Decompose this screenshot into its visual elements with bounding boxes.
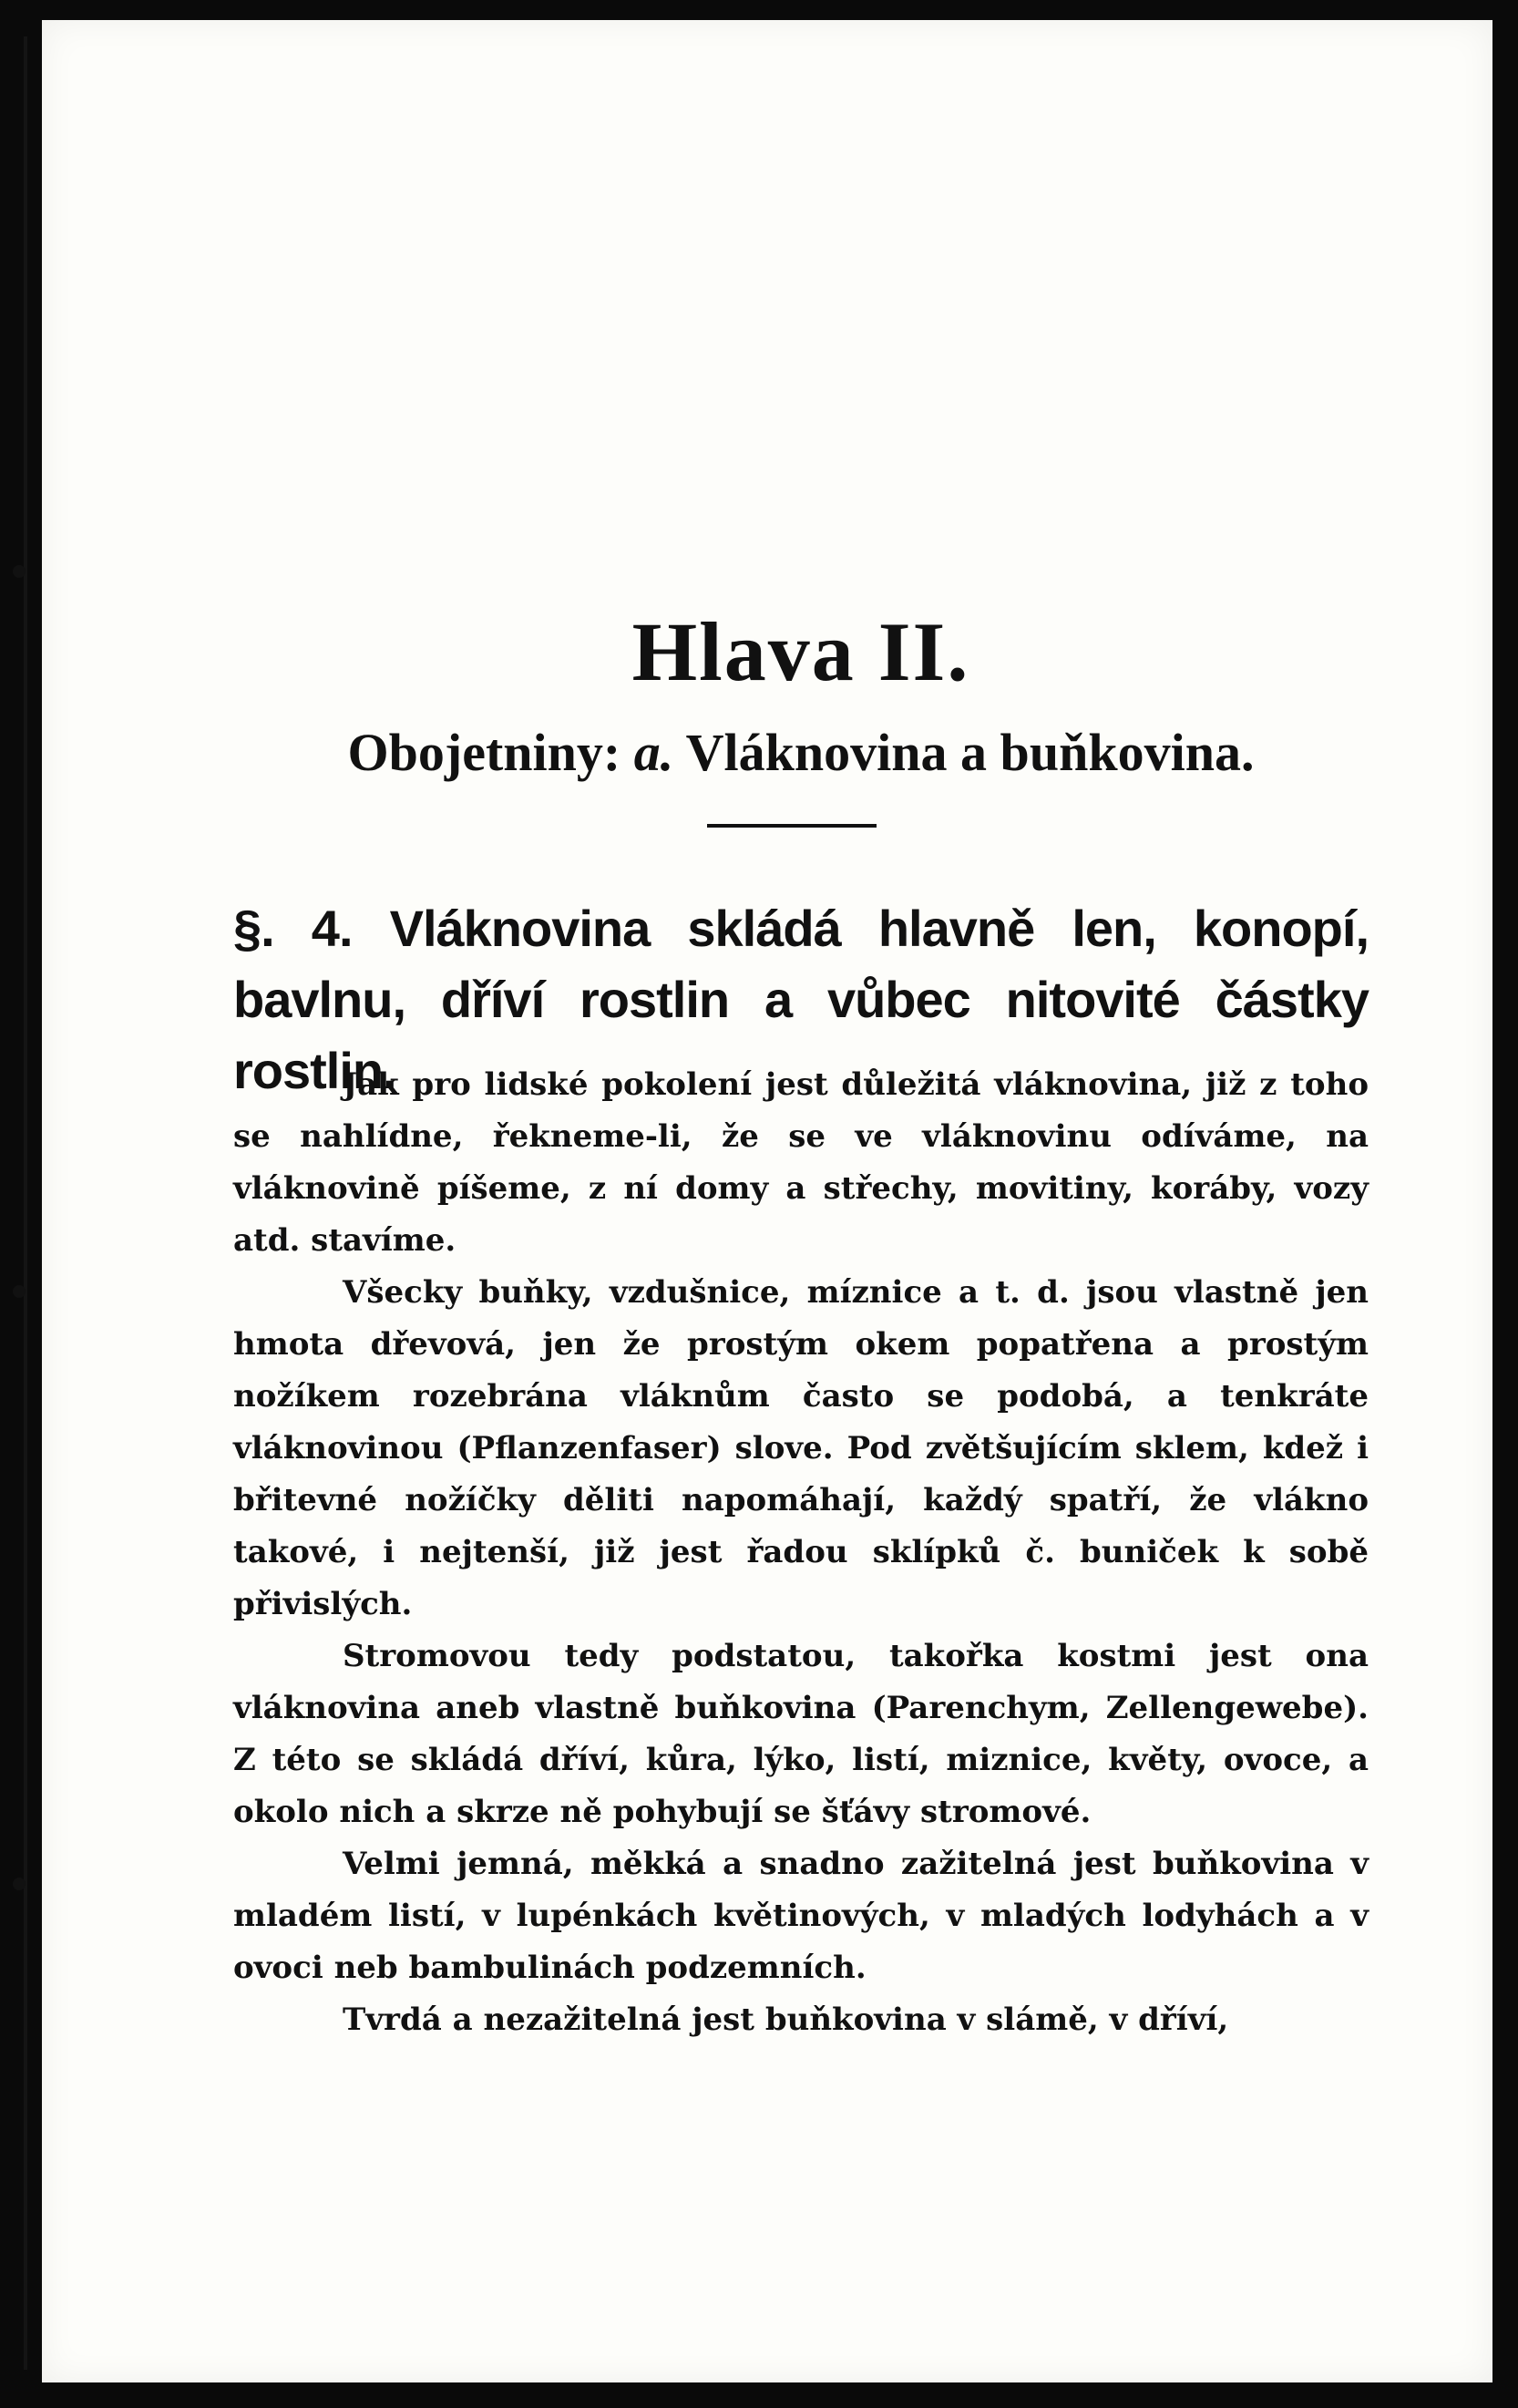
paragraph: Stromovou tedy podstatou, takořka kostmi jest ona vláknovina aneb vlastně buňkovina (Parenchym, Zellengewebe). Z této se skládá dříví, kůra, lýko, listí, miznice, květy, ovoce, a okolo nich a skrze ně pohybují se šťávy stromové. (233, 1638, 1369, 1830)
binding-mark (13, 565, 26, 578)
binding-mark (13, 1878, 26, 1890)
paragraph: Jak pro lidské pokolení jest důležitá vláknovina, již z toho se nahlídne, řekneme-li, že se ve vláknovinu odíváme, na vláknovině píšeme, z ní domy a střechy, movitiny, koráby, vozy atd. stavíme. (233, 1066, 1369, 1259)
paragraph: Všecky buňky, vzdušnice, míznice a t. d. jsou vlastně jen hmota dřevová, jen že prostým okem popatřena a prostým nožíkem rozebrána vláknům často se podobá, a tenkráte vláknovinou (Pflanzenfaser) slove. Pod zvětšujícím sklem, kdež i břitevné nožíčky děliti napomáhají, každý spatří, že vlákno takové, i nejtenší, již jest řadou sklípků č. buniček k sobě přivislých. (233, 1274, 1369, 1622)
subtitle-letter: a. (633, 723, 674, 782)
binding-mark (13, 1285, 26, 1298)
chapter-heading: Hlava II. (631, 605, 970, 698)
paper-sheet (42, 20, 1492, 2382)
subtitle-rest: Vláknovina a buňkovina. (685, 723, 1255, 782)
divider-rule (707, 824, 877, 828)
body-text (233, 1059, 1369, 2046)
paragraph: Velmi jemná, měkká a snadno zažitelná jest buňkovina v mladém listí, v lupénkách květinových, v mladých lodyhách a v ovoci neb bambulinách podzemních. (233, 1846, 1369, 1986)
paragraph: Tvrdá a nezažitelná jest buňkovina v slámě, v dříví, (343, 2002, 1229, 2038)
binding-edge (24, 36, 27, 2370)
subtitle-prefix: Obojetniny: (347, 723, 621, 782)
section-heading: §. 4. Vláknovina skládá hlavně len, konopí, bavlnu, dříví rostlin a vůbec nitovité částky rostlin. (233, 900, 1369, 1099)
chapter-subtitle (233, 722, 1369, 783)
